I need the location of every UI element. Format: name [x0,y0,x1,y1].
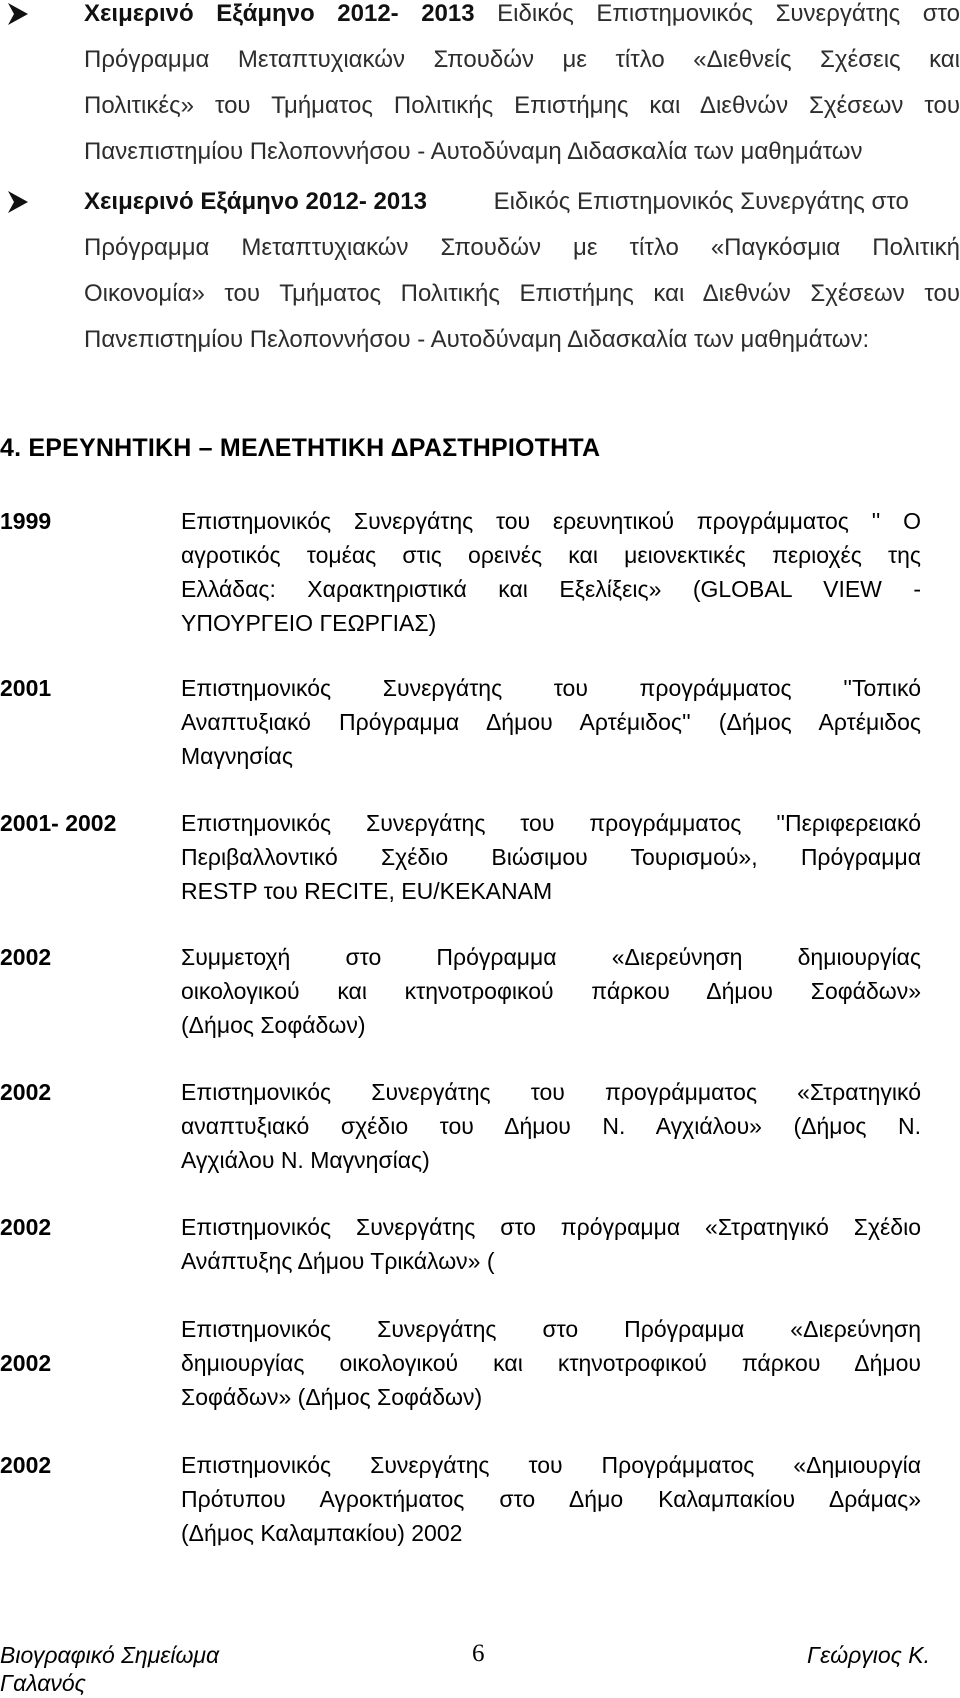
bullet-line: Πολιτικές» του Τμήματος Πολιτικής Επιστήμης και Διεθνών Σχέσεων του [84,92,960,119]
section-title: 4. ΕΡΕΥΝΗΤΙΚΗ – ΜΕΛΕΤΗΤΙΚΗ ΔΡΑΣΤΗΡΙΟΤΗΤΑ [0,434,601,462]
bullet-line: Πρόγραμμα Μεταπτυχιακών Σπουδών με τίτλο «Διεθνείς Σχέσεις και [84,46,960,73]
entry-description: Επιστημονικός Συνεργάτης του προγράμματος «Στρατηγικό αναπτυξιακό σχέδιο του Δήμου Ν. Αγχιάλου» (Δήμος Ν. Αγχιάλου Ν. Μαγνησίας) [181,1079,921,1173]
entry-year: 1999 [0,508,52,534]
entry-year: 2001- 2002 [0,810,117,836]
bullet-line: Πανεπιστημίου Πελοποννήσου - Αυτοδύναμη Διδασκαλία των μαθημάτων [84,138,863,165]
entry-description: Επιστημονικός Συνεργάτης του προγράμματος ''Περιφερειακό Περιβαλλοντικό Σχέδιο Βιώσιμου Τουρισμού», Πρόγραμμα RESTP του RECITE, EU/KEKANAM [181,810,921,904]
entry-description: Συμμετοχή στο Πρόγραμμα «Διερεύνηση δημιουργίας οικολογικού και κτηνοτροφικού πάρκου Δήμου Σοφάδων» (Δήμος Σοφάδων) [181,944,921,1038]
footer-doc-title: Βιογραφικό Σημείωμα [0,1642,220,1668]
footer-author-last: Γαλανός [0,1670,86,1696]
entry-description: Επιστημονικός Συνεργάτης του προγράμματος ''Τοπικό Αναπτυξιακό Πρόγραμμα Δήμου Αρτέμιδος'' (Δήμος Αρτέμιδος Μαγνησίας [181,675,921,769]
page-number: 6 [472,1640,485,1667]
entry-year: 2002 [0,1214,52,1240]
semester-label: Χειμερινό Εξάμηνο 2012- 2013 [84,188,427,215]
entry-year: 2002 [0,1079,52,1105]
entry-description: Επιστημονικός Συνεργάτης στο Πρόγραμμα «Διερεύνηση δημιουργίας οικολογικού και κτηνοτροφικού πάρκου Δήμου Σοφάδων» (Δήμος Σοφάδων) [181,1316,921,1410]
entry-year: 2001 [0,675,52,701]
entry-year: 2002 [0,944,52,970]
entry-year: 2002 [0,1452,52,1478]
entry-description: Επιστημονικός Συνεργάτης του ερευνητικού προγράμματος '' Ο αγροτικός τομέας στις ορεινές και μειονεκτικές περιοχές της Ελλάδας: Χαρακτηριστικά και Εξελίξεις» (GLOBAL VIEW - ΥΠΟΥΡΓΕΙΟ ΓΕΩΡΓΙΑΣ) [181,508,921,636]
bullet-line: Πρόγραμμα Μεταπτυχιακών Σπουδών με τίτλο «Παγκόσμια Πολιτική [84,234,960,261]
entry-description: Επιστημονικός Συνεργάτης στο πρόγραμμα «Στρατηγικό Σχέδιο Ανάπτυξης Δήμου Τρικάλων» ( [181,1214,921,1274]
bullet-line: Οικονομία» του Τμήματος Πολιτικής Επιστήμης και Διεθνών Σχέσεων του [84,280,960,307]
entry-description: Επιστημονικός Συνεργάτης του Προγράμματος «Δημιουργία Πρότυπου Αγροκτήματος στο Δήμο Καλαμπακίου Δράμας» (Δήμος Καλαμπακίου) 2002 [181,1452,921,1546]
bullet-line: Χειμερινό Εξάμηνο 2012- 2013 Ειδικός Επιστημονικός Συνεργάτης στο [84,188,909,215]
footer-author-first: Γεώργιος Κ. [806,1642,930,1668]
bullet-line: Πανεπιστημίου Πελοποννήσου - Αυτοδύναμη Διδασκαλία των μαθημάτων: [84,326,870,353]
entry-year: 2002 [0,1350,52,1376]
semester-label: Χειμερινό Εξάμηνο 2012- 2013 [84,0,475,27]
bullet-line: Χειμερινό Εξάμηνο 2012- 2013 Ειδικός Επιστημονικός Συνεργάτης στο [84,0,960,27]
